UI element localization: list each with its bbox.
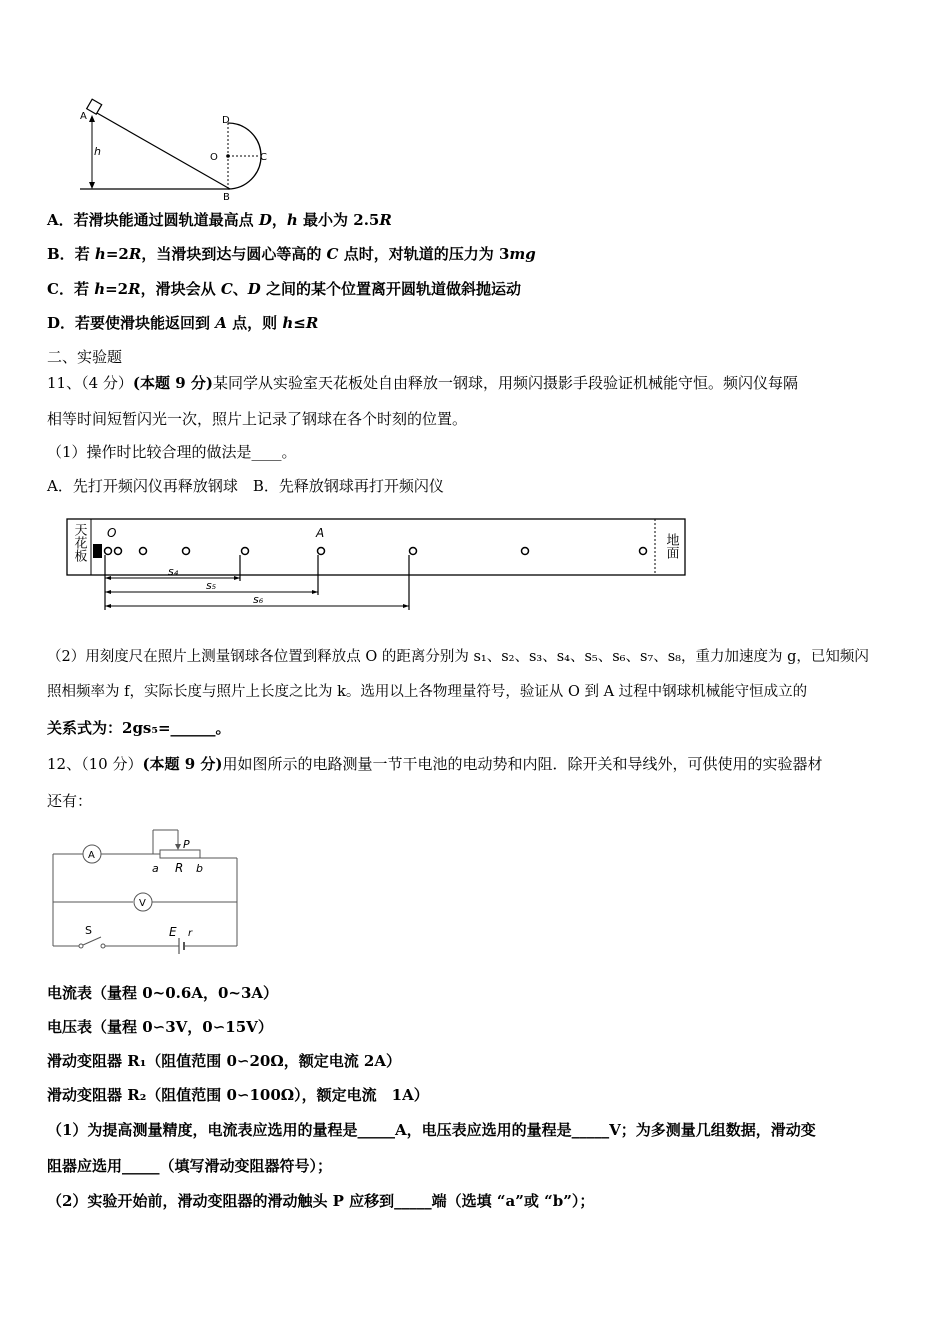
- resistor-R-label: R: [175, 861, 184, 875]
- option-d-A: A: [215, 314, 227, 332]
- equipment-ammeter: 电流表（量程 0~0.6A，0~3A）: [47, 984, 279, 1002]
- option-c-text5: 之间的某个位置离开圆轨道做斜抛运动: [260, 280, 522, 298]
- option-d-R: R: [305, 314, 319, 332]
- q11-part1: （1）操作时比较合理的做法是____。: [47, 443, 297, 461]
- label-A: A: [80, 111, 87, 122]
- option-c-D: D: [247, 280, 261, 298]
- option-c-text4: 、: [232, 280, 248, 298]
- circuit-figure: [45, 822, 245, 957]
- option-a-prefix: A．: [47, 211, 74, 229]
- option-a: [47, 210, 392, 230]
- option-c-prefix: C．: [47, 280, 74, 298]
- option-b-C: C: [326, 245, 339, 263]
- option-c-h: h: [94, 280, 106, 298]
- q11-number: 11、（4 分）: [47, 374, 133, 392]
- label-C: C: [260, 152, 267, 163]
- option-c-text1: 若: [73, 280, 95, 298]
- q12-text1: 用如图所示的电路测量一节干电池的电动势和内阻．除开关和导线外，可供使用的实验器材: [222, 755, 823, 773]
- label-s5: s₅: [206, 579, 217, 592]
- ceiling-label: 天花板: [71, 523, 87, 562]
- strobe-figure: [65, 515, 695, 615]
- terminal-b-label: b: [196, 862, 203, 875]
- option-d-text1: 若要使滑块能返回到: [75, 314, 216, 332]
- voltmeter-label: V: [139, 898, 146, 909]
- option-d-text3: ≤: [293, 314, 306, 332]
- option-b-R: R: [128, 245, 142, 263]
- option-c-R: R: [128, 280, 141, 298]
- option-b-mg: mg: [509, 245, 536, 263]
- q12-part1-line1: （1）为提高测量精度，电流表应选用的量程是_____A，电压表应选用的量程是_____V；为多测量几组数据，滑动变: [47, 1121, 816, 1139]
- label-A: A: [316, 526, 325, 540]
- q12-number: 12、（10 分）: [47, 755, 143, 773]
- terminal-a-label: a: [152, 862, 159, 875]
- label-s6: s₆: [253, 593, 264, 606]
- label-O: O: [107, 526, 117, 540]
- q11-part2-line2: 照相频率为 f，实际长度与照片上长度之比为 k。选用以上各物理量符号，验证从 O 到 A 过程中钢球机械能守恒成立的: [47, 684, 808, 700]
- option-a-D: D: [258, 211, 272, 229]
- track-figure: [70, 95, 280, 205]
- label-h: h: [94, 145, 101, 158]
- ground-label: 地面: [663, 533, 679, 559]
- option-d-text2: 点，则: [226, 314, 283, 332]
- option-a-text1: 若滑块能通过圆轨道最高点: [73, 211, 259, 229]
- section-title: 二、实验题: [47, 348, 123, 366]
- label-O: O: [210, 152, 218, 163]
- q12-line2: 还有：: [47, 792, 93, 810]
- option-d: [47, 313, 318, 333]
- label-D: D: [222, 115, 230, 126]
- resistance-r-label: r: [188, 928, 193, 939]
- q11-tag: (本题 9 分): [132, 374, 213, 392]
- option-d-h: h: [282, 314, 294, 332]
- ammeter-label: A: [88, 850, 95, 861]
- option-b-text4: 点时，对轨道的压力为 3: [338, 245, 510, 263]
- option-b-text2: =2: [105, 245, 129, 263]
- emf-E-label: E: [169, 925, 177, 939]
- q12-line1: [47, 754, 823, 774]
- label-s4: s₄: [168, 565, 179, 578]
- slider-P-label: P: [183, 838, 190, 851]
- option-b-text3: ，当滑块到达与圆心等高的: [141, 245, 327, 263]
- q12-tag: (本题 9 分): [142, 755, 223, 773]
- q11-line2: 相等时间短暂闪光一次，照片上记录了钢球在各个时刻的位置。: [47, 410, 468, 428]
- label-B: B: [223, 192, 230, 203]
- q11-options: A．先打开频闪仪再释放钢球 B．先释放钢球再打开频闪仪: [47, 477, 444, 495]
- option-c-C: C: [220, 280, 233, 298]
- option-b-text1: 若: [74, 245, 95, 263]
- q11-text1: 某同学从实验室天花板处自由释放一钢球，用频闪摄影手段验证机械能守恒。频闪仪每隔: [212, 374, 798, 392]
- option-a-text3: 最小为 2.5: [297, 211, 380, 229]
- equipment-voltmeter: 电压表（量程 0∽3V，0∽15V）: [47, 1018, 273, 1036]
- q11-part2-line3: 关系式为：2gs₅=______。: [47, 719, 231, 737]
- q11-part2-line1: （2）用刻度尺在照片上测量钢球各位置到释放点 O 的距离分别为 s₁、s₂、s₃、s₄、s₅、s₆、s₇、s₈，重力加速度为 g，已知频闪: [47, 649, 869, 665]
- q12-part1-line2: 阻器应选用_____（填写滑动变阻器符号）；: [47, 1157, 333, 1175]
- option-b: [47, 244, 536, 264]
- q12-part2: （2）实验开始前，滑动变阻器的滑动触头 P 应移到_____端（选填 “a”或 “b”）；: [47, 1192, 595, 1210]
- switch-S-label: S: [85, 924, 92, 937]
- option-b-prefix: B．: [47, 245, 75, 263]
- option-c-text2: =2: [105, 280, 129, 298]
- q11-line1: [47, 373, 798, 393]
- option-a-R: R: [379, 211, 392, 229]
- option-b-h: h: [94, 245, 106, 263]
- option-c-text3: ，滑块会从: [140, 280, 221, 298]
- option-d-prefix: D．: [47, 314, 76, 332]
- option-a-h: h: [286, 211, 298, 229]
- option-a-text2: ，: [271, 211, 287, 229]
- equipment-rheostat-r2: 滑动变阻器 R₂（阻值范围 0∽100Ω），额定电流 1A）: [47, 1086, 429, 1104]
- equipment-rheostat-r1: 滑动变阻器 R₁（阻值范围 0∽20Ω，额定电流 2A）: [47, 1052, 402, 1070]
- option-c: [47, 279, 521, 299]
